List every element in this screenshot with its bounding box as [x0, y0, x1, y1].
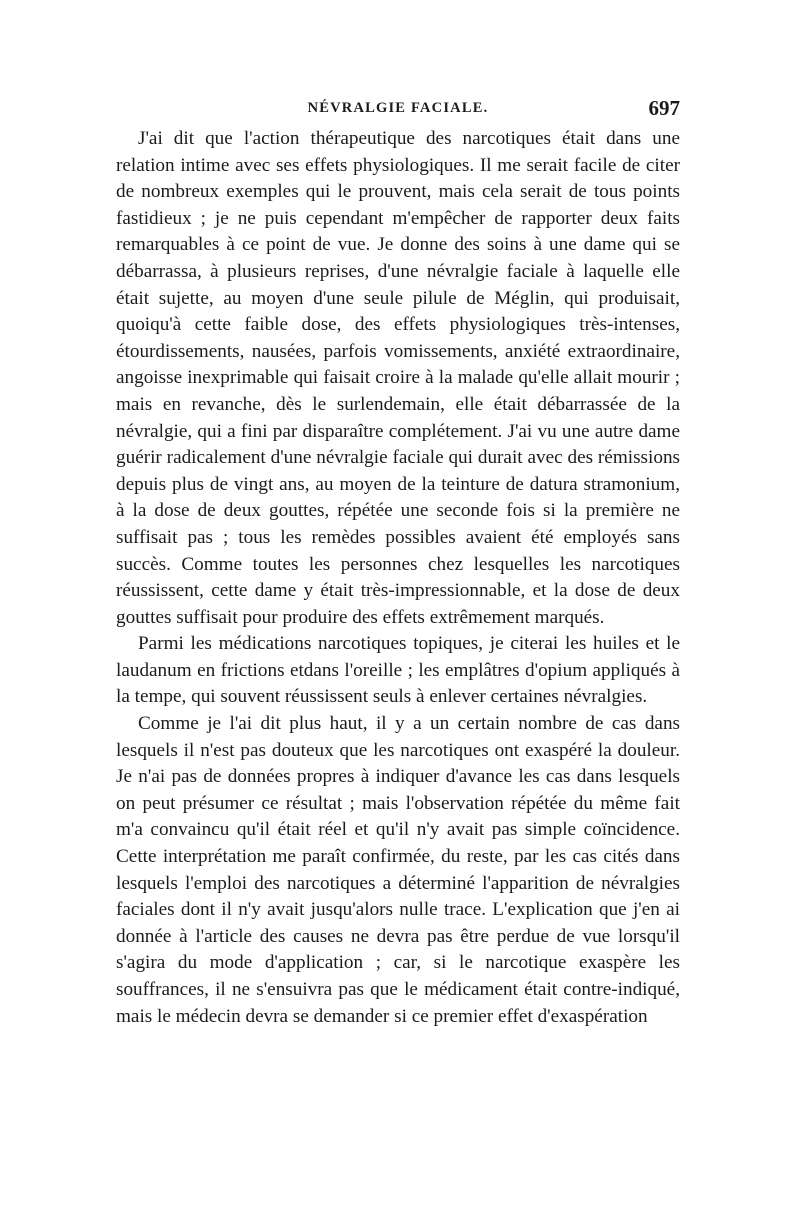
page-number: 697: [648, 96, 680, 120]
paragraph-topical-narcotics: Parmi les médications narcotiques topiques, je citerai les huiles et le laudanum en frictions etdans l'oreille ; les emplâtres d'opium appliqués à la tempe, qui souvent réussissent seuls à enlever certaines névralgies.: [116, 633, 680, 708]
running-head: [116, 96, 680, 122]
paragraph-narcotics-effects: J'ai dit que l'action thérapeutique des narcotiques était dans une relation intime avec ses effets physiologiques. Il me serait facile de citer de nombreux exemples qui le prouvent, mais cela serait de tous points fastidieux ; je ne puis cependant m'empêcher de rapporter deux faits remarquables à ce point de vue. Je donne des soins à une dame qui se débarrassa, à plusieurs reprises, d'une névralgie faciale à laquelle elle était sujette, au moyen d'une seule pilule de Méglin, qui produisait, quoiqu'à cette faible dose, des effets physiologiques très-intenses, étourdissements, nausées, parfois vomissements, anxiété extraordinaire, angoisse inexprimable qui faisait croire à la malade qu'elle allait mourir ; mais en revanche, dès le surlendemain, elle était débarrassée de la névralgie, qui a fini par disparaître complétement. J'ai vu une autre dame guérir radicalement d'une névralgie faciale qui durait avec des rémissions depuis plus de vingt ans, au moyen de la teinture de datura stramonium, à la dose de deux gouttes, répétée une seconde fois si la première ne suffisait pas ; tous les remèdes possibles avaient été employés sans succès. Comme toutes les personnes chez lesquelles les narcotiques réussissent, cette dame y était très-impressionnable, et la dose de deux gouttes suffisait pour produire des effets extrêmement marqués.: [116, 128, 680, 628]
chapter-title: NÉVRALGIE FACIALE.: [307, 100, 489, 116]
body-text: [116, 126, 680, 1030]
paragraph-exasperation: Comme je l'ai dit plus haut, il y a un certain nombre de cas dans lesquels il n'est pas douteux que les narcotiques ont exaspéré la douleur. Je n'ai pas de données propres à indiquer d'avance les cas dans lesquels on peut présumer ce résultat ; mais l'observation répétée du même fait m'a convaincu qu'il était réel et qu'il n'y avait pas simple coïncidence. Cette interprétation me paraît confirmée, du reste, par les cas cités dans lesquels l'emploi des narcotiques a déterminé l'apparition de névralgies faciales dont il n'y avait jusqu'alors nulle trace. L'explication que j'en ai donnée à l'article des causes ne devra pas être perdue de vue lorsqu'il s'agira du mode d'application ; car, si le narcotique exaspère les souffrances, il ne s'ensuivra pas que le médicament était contre-indiqué, mais le médecin devra se demander si ce premier effet d'exaspération: [116, 713, 680, 1027]
